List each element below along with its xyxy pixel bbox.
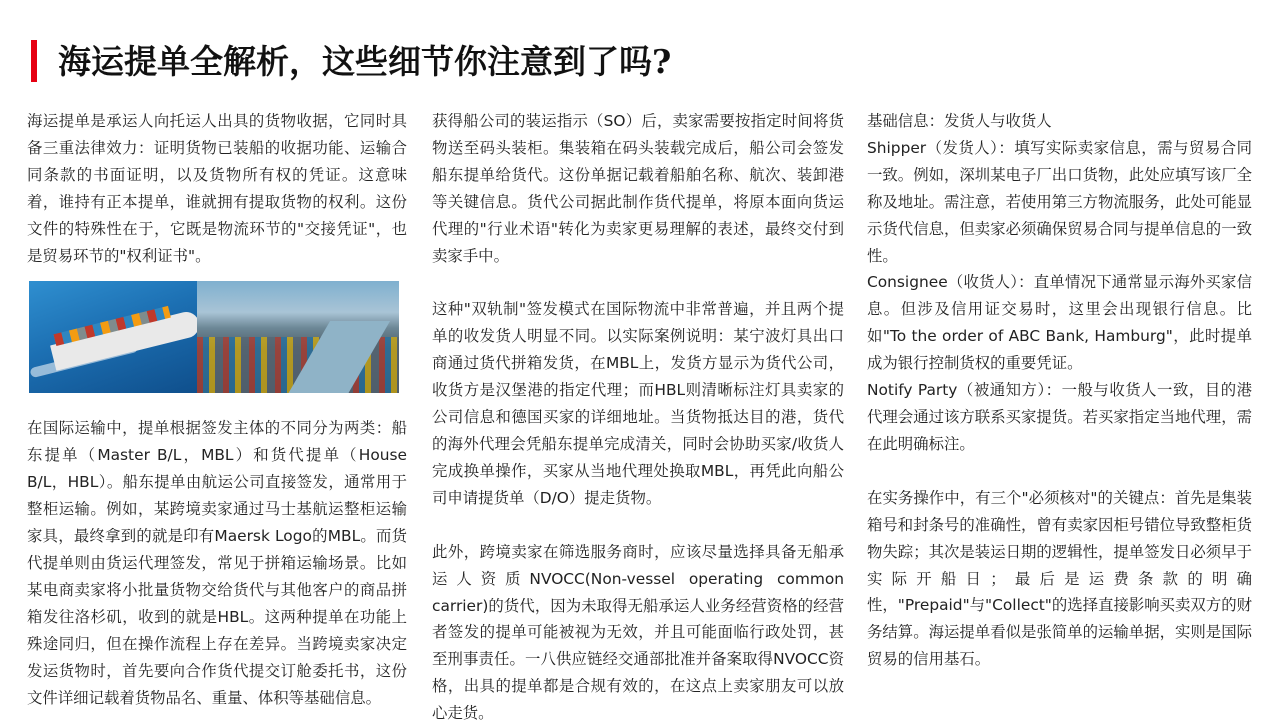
paragraph: 海运提单是承运人向托运人出具的货物收据，它同时具备三重法律效力：证明货物已装船的收据功能、运输合同条款的书面证明，以及货物所有权的凭证。这意味着，谁持有正本提单，谁就拥有提取货物的权利。这份文件的特殊性在于，它既是物流环节的"交接凭证"，也是贸易环节的"权利证书"。 (27, 112, 407, 265)
column-3 (867, 108, 1252, 673)
column-1 (27, 108, 407, 711)
title-accent-bar (31, 40, 37, 82)
paragraph: 在实务操作中，有三个"必须核对"的关键点：首先是集装箱号和封条号的准确性，曾有卖家因柜号错位导致整柜货物失踪；其次是装运日期的逻辑性，提单签发日必须早于实际开船日；最后是运费条款的明确性，"Prepaid"与"Collect"的选择直接影响买卖双方的财务结算。海运提单看似是张简单的运输单据，实则是国际贸易的信用基石。 (867, 488, 1252, 669)
paragraph: 这种"双轨制"签发模式在国际物流中非常普遍，并且两个提单的收发货人明显不同。以实际案例说明：某宁波灯具出口商通过货代拼箱发货，在MBL上，发货方显示为货代公司，收货方是汉堡港的指定代理；而HBL则清晰标注灯具卖家的公司信息和德国买家的详细地址。当货物抵达目的港，货代的海外代理会凭船东提单完成清关，同时会协助买家/收货人完成换单操作，买家从当地代理处换取MBL，再凭此向船公司申请提货单（D/O）提走货物。 (432, 300, 844, 507)
paragraph: Shipper（发货人）：填写实际卖家信息，需与贸易合同一致。例如，深圳某电子厂出口货物，此处应填写该厂全称及地址。需注意，若使用第三方物流服务，此处可能显示货代信息，但卖家必须确保贸易合同与提单信息的一致性。 (867, 138, 1252, 265)
container-ship-image (29, 281, 197, 393)
page-title: 海运提单全解析，这些细节你注意到了吗? (58, 42, 672, 81)
paragraph: Notify Party（被通知方）：一般与收货人一致，目的港代理会通过该方联系买家提货。若买家指定当地代理，需在此明确标注。 (867, 381, 1252, 453)
paragraph: 获得船公司的装运指示（SO）后，卖家需要按指定时间将货物送至码头装柜。集装箱在码头装载完成后，船公司会签发船东提单给货代。这份单据记载着船舶名称、航次、装卸港等关键信息。货代公司据此制作货代提单，将原本面向货运代理的"行业术语"转化为卖家更易理解的表述，最终交付到卖家手中。 (432, 112, 844, 265)
paragraph: 在国际运输中，提单根据签发主体的不同分为两类：船东提单（Master B/L，MBL）和货代提单（House B/L，HBL）。船东提单由航运公司直接签发，通常用于整柜运输。例如，某跨境卖家通过马士基航运整柜运输家具，最终拿到的就是印有Maersk Logo的MBL。而货代提单则由货运代理签发，常见于拼箱运输场景。比如某电商卖家将小批量货物交给货代与其他客户的商品拼箱发往洛杉矶，收到的就是HBL。这两种提单在功能上殊途同归，但在操作流程上存在差异。当跨境卖家决定发运货物时，首先要向合作货代提交订舱委托书，这份文件详细记载着货物品名、重量、体积等基础信息。 (27, 419, 407, 707)
column-2 (432, 108, 844, 727)
container-port-image (197, 281, 399, 393)
shipping-photo (29, 281, 399, 393)
paragraph: Consignee（收货人）：直单情况下通常显示海外买家信息。但涉及信用证交易时，这里会出现银行信息。比如"To the order of ABC Bank, Hamburg"，此时提单成为银行控制货权的重要凭证。 (867, 273, 1252, 373)
paragraph: 此外，跨境卖家在筛选服务商时，应该尽量选择具备无船承运人资质NVOCC(Non-vessel operating common carrier)的货代，因为未取得无船承运人业务经营资格的经营者签发的提单可能被视为无效，并且可能面临行政处罚，甚至刑事责任。一八供应链经交通部批准并备案取得NVOCC资格，出具的提单都是合规有效的，在这点上卖家朋友可以放心走货。 (432, 542, 844, 723)
section-heading: 基础信息：发货人与收货人 (867, 112, 1052, 130)
